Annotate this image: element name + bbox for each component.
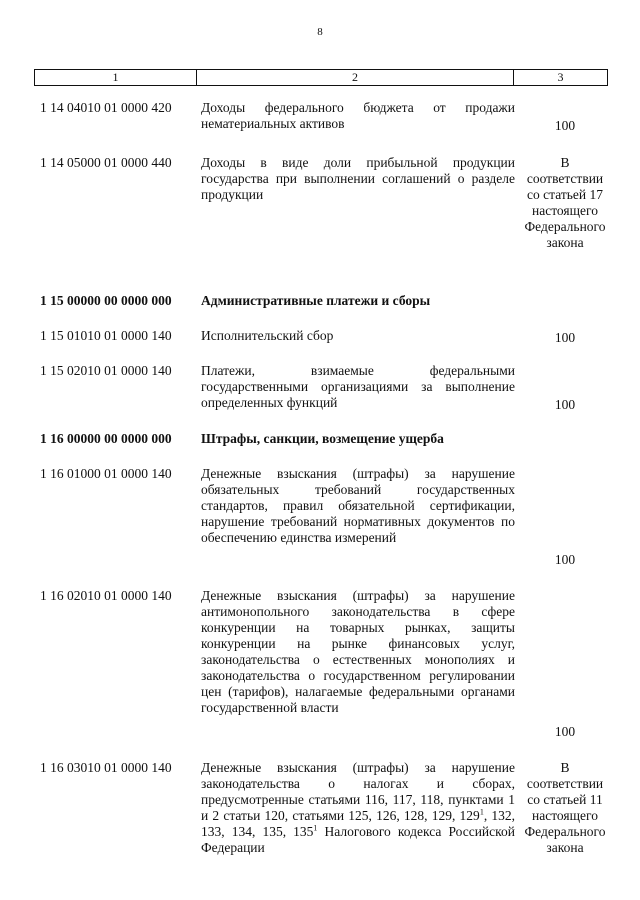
table-row: [0, 466, 640, 568]
table-row: [0, 155, 640, 255]
share-value: 100: [554, 118, 576, 133]
budget-code: 1 16 03010 01 0000 140: [40, 760, 172, 775]
section-title: Штрафы, санкции, возмещение ущерба: [201, 431, 444, 446]
income-description: Денежные взыскания (штрафы) за нарушение обязательных требований государственных стандартов, правил обязательной сертификации, нарушение требований нормативных документов по обеспечению единства измерений: [201, 466, 515, 545]
share-value: 100: [554, 397, 576, 412]
table-row: [0, 363, 640, 413]
share-value: 100: [554, 724, 576, 739]
header-col-3: 3: [557, 70, 564, 84]
budget-code: 1 15 00000 00 0000 000: [40, 293, 172, 308]
income-description: Исполнительский сбор: [201, 328, 334, 343]
share-note: В соответствии со статьей 17 настоящего Федерального закона: [524, 155, 606, 250]
footnote-mark: 1: [479, 807, 484, 817]
budget-code: 1 16 00000 00 0000 000: [40, 431, 172, 446]
section-heading-row: [0, 431, 640, 449]
table-row: [0, 760, 640, 860]
income-description: Денежные взыскания (штрафы) за нарушение антимонопольного законодательства в сфере конкуренции на товарных рынках, защиты конкуренции на рынке финансовых услуг, законодательства о естественных монополиях и законодательства о государственном регулировании цен (тарифов), налагаемые федеральными органами государственной власти: [201, 588, 515, 715]
budget-code: 1 16 02010 01 0000 140: [40, 588, 172, 603]
table-row: [0, 328, 640, 346]
budget-code: 1 14 05000 01 0000 440: [40, 155, 172, 170]
header-col-2: 2: [197, 70, 514, 85]
budget-code: 1 14 04010 01 0000 420: [40, 100, 172, 115]
header-col-1: 1: [35, 70, 197, 85]
table-row: [0, 588, 640, 740]
share-value: 100: [554, 552, 576, 567]
income-description: Денежные взыскания (штрафы) за нарушение законодательства о налогах и сборах, предусмотренные статьями 116, 117, 118, пунктами 1 и 2 статьи 120, статьями 125, 126, 128, 129, $129^1$, 132, 133, 134, 135, $135^1$ Налогового кодекса Российской Федерации: [201, 760, 516, 855]
budget-code: 1 15 01010 01 0000 140: [40, 328, 172, 343]
income-description: Платежи, взимаемые федеральными государственными организациями за выполнение определенных функций: [201, 363, 515, 410]
income-description: Доходы в виде доли прибыльной продукции государства при выполнении соглашений о разделе продукции: [201, 155, 515, 202]
section-title: Административные платежи и сборы: [201, 293, 431, 308]
section-heading-row: [0, 293, 640, 311]
share-note: В соответствии со статьей 11 настоящего Федерального закона: [524, 760, 606, 855]
budget-code: 1 16 01000 01 0000 140: [40, 466, 172, 481]
table-header: [34, 69, 608, 86]
table-row: [0, 100, 640, 134]
share-value: 100: [554, 330, 576, 345]
budget-code: 1 15 02010 01 0000 140: [40, 363, 172, 378]
footnote-mark: 1: [313, 823, 318, 833]
page-number: 8: [317, 26, 323, 38]
income-description: Доходы федерального бюджета от продажи нематериальных активов: [201, 100, 515, 131]
